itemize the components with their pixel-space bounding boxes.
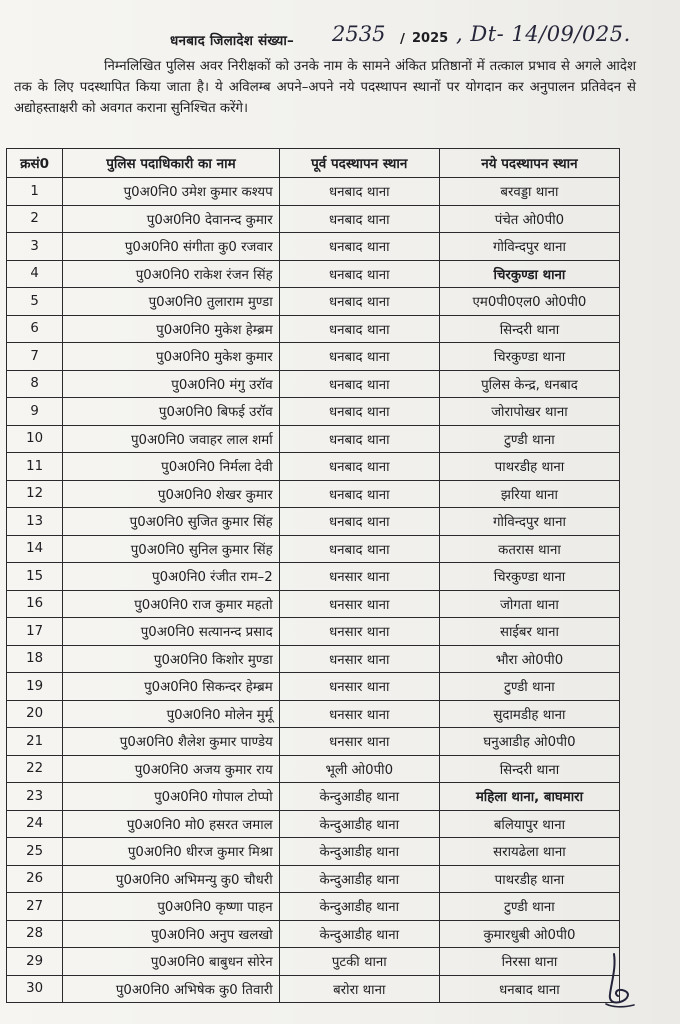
previous-posting-cell: धनबाद थाना — [279, 398, 439, 426]
table-row — [7, 838, 620, 866]
previous-posting-cell: धनसार थाना — [279, 590, 439, 618]
table-row — [7, 398, 620, 426]
serial-cell: 3 — [7, 233, 63, 261]
table-row — [7, 343, 620, 371]
new-posting-cell: टुण्डी थाना — [439, 425, 619, 453]
previous-posting-cell: धनबाद थाना — [279, 233, 439, 261]
previous-posting-cell: भूली ओ0पी0 — [279, 755, 439, 783]
order-heading — [0, 22, 680, 56]
table-row — [7, 233, 620, 261]
new-posting-cell: कुमारधुबी ओ0पी0 — [439, 920, 619, 948]
serial-cell: 16 — [7, 590, 63, 618]
new-posting-cell: भौरा ओ0पी0 — [439, 645, 619, 673]
previous-posting-cell: धनबाद थाना — [279, 425, 439, 453]
serial-cell: 17 — [7, 618, 63, 646]
table-row — [7, 370, 620, 398]
officer-name-cell: पु0अ0नि0 मुकेश कुमार — [63, 343, 279, 371]
officer-name-cell: पु0अ0नि0 धीरज कुमार मिश्रा — [63, 838, 279, 866]
new-posting-cell: घनुआडीह ओ0पी0 — [439, 728, 619, 756]
new-posting-cell: बलियापुर थाना — [439, 810, 619, 838]
new-posting-cell: पंचेत ओ0पी0 — [439, 205, 619, 233]
table-row — [7, 728, 620, 756]
officer-name-cell: पु0अ0नि0 बाबुधन सोरेन — [63, 948, 279, 976]
table-row — [7, 508, 620, 536]
officer-name-cell: पु0अ0नि0 निर्मला देवी — [63, 453, 279, 481]
table-row — [7, 645, 620, 673]
officer-name-cell: पु0अ0नि0 देवानन्द कुमार — [63, 205, 279, 233]
officer-name-cell: पु0अ0नि0 राज कुमार महतो — [63, 590, 279, 618]
previous-posting-cell: धनबाद थाना — [279, 343, 439, 371]
previous-posting-cell: धनसार थाना — [279, 618, 439, 646]
table-row — [7, 260, 620, 288]
table-row — [7, 783, 620, 811]
new-posting-cell: सिन्दरी थाना — [439, 755, 619, 783]
officer-name-cell: पु0अ0नि0 शैलेश कुमार पाण्डेय — [63, 728, 279, 756]
new-posting-cell: टुण्डी थाना — [439, 673, 619, 701]
officer-name-cell: पु0अ0नि0 अनुप खलखो — [63, 920, 279, 948]
previous-posting-cell: धनबाद थाना — [279, 260, 439, 288]
previous-posting-cell: धनसार थाना — [279, 673, 439, 701]
new-posting-cell: कतरास थाना — [439, 535, 619, 563]
serial-cell: 10 — [7, 425, 63, 453]
table-row — [7, 205, 620, 233]
previous-posting-cell: धनसार थाना — [279, 563, 439, 591]
officer-name-cell: पु0अ0नि0 कृष्णा पाहन — [63, 893, 279, 921]
previous-posting-cell: धनबाद थाना — [279, 178, 439, 206]
order-label: धनबाद जिलादेश संख्या– — [170, 33, 294, 49]
serial-cell: 19 — [7, 673, 63, 701]
previous-posting-cell: केन्दुआडीह थाना — [279, 920, 439, 948]
serial-cell: 12 — [7, 480, 63, 508]
new-posting-cell: गोविन्दपुर थाना — [439, 233, 619, 261]
serial-cell: 7 — [7, 343, 63, 371]
new-posting-cell: चिरकुण्डा थाना — [439, 563, 619, 591]
new-posting-cell: पुलिस केन्द्र, धनबाद — [439, 370, 619, 398]
table-row — [7, 480, 620, 508]
officer-name-cell: पु0अ0नि0 मुकेश हेम्ब्रम — [63, 315, 279, 343]
previous-posting-cell: धनसार थाना — [279, 645, 439, 673]
table-row — [7, 618, 620, 646]
previous-posting-cell: केन्दुआडीह थाना — [279, 838, 439, 866]
previous-posting-cell: केन्दुआडीह थाना — [279, 810, 439, 838]
serial-cell: 22 — [7, 755, 63, 783]
table-row — [7, 755, 620, 783]
table-row — [7, 920, 620, 948]
previous-posting-cell: बरोरा थाना — [279, 975, 439, 1003]
new-posting-cell: बरवड्डा थाना — [439, 178, 619, 206]
new-posting-cell: पाथरडीह थाना — [439, 865, 619, 893]
serial-cell: 13 — [7, 508, 63, 536]
serial-cell: 18 — [7, 645, 63, 673]
officer-name-cell: पु0अ0नि0 रंजीत राम–2 — [63, 563, 279, 591]
previous-posting-cell: धनसार थाना — [279, 728, 439, 756]
officer-name-cell: पु0अ0नि0 उमेश कुमार कश्यप — [63, 178, 279, 206]
new-posting-cell: सरायढेला थाना — [439, 838, 619, 866]
table-row — [7, 700, 620, 728]
table-row — [7, 975, 620, 1003]
new-posting-cell: साईबर थाना — [439, 618, 619, 646]
new-posting-cell: धनबाद थाना — [439, 975, 619, 1003]
officer-name-cell: पु0अ0नि0 शेखर कुमार — [63, 480, 279, 508]
serial-cell: 4 — [7, 260, 63, 288]
serial-cell: 11 — [7, 453, 63, 481]
officer-name-cell: पु0अ0नि0 अभिषेक कु0 तिवारी — [63, 975, 279, 1003]
table-row — [7, 563, 620, 591]
order-year: 2025 — [412, 31, 449, 46]
table-row — [7, 288, 620, 316]
serial-cell: 1 — [7, 178, 63, 206]
new-posting-cell: एम0पी0एल0 ओ0पी0 — [439, 288, 619, 316]
officer-name-cell: पु0अ0नि0 तुलाराम मुण्डा — [63, 288, 279, 316]
handwritten-order-number: 2535 — [332, 22, 386, 46]
new-posting-cell: महिला थाना, बाघमारा — [439, 783, 619, 811]
header-serial: क्रसं0 — [7, 149, 63, 178]
serial-cell: 5 — [7, 288, 63, 316]
previous-posting-cell: पुटकी थाना — [279, 948, 439, 976]
serial-cell: 27 — [7, 893, 63, 921]
header-officer-name: पुलिस पदाधिकारी का नाम — [63, 149, 279, 178]
serial-cell: 24 — [7, 810, 63, 838]
new-posting-cell: टुण्डी थाना — [439, 893, 619, 921]
previous-posting-cell: केन्दुआडीह थाना — [279, 893, 439, 921]
serial-cell: 14 — [7, 535, 63, 563]
officer-name-cell: पु0अ0नि0 मो0 हसरत जमाल — [63, 810, 279, 838]
officer-name-cell: पु0अ0नि0 अभिमन्यु कु0 चौधरी — [63, 865, 279, 893]
officer-name-cell: पु0अ0नि0 बिफई उरॉव — [63, 398, 279, 426]
signature-mark — [600, 950, 640, 1010]
previous-posting-cell: धनबाद थाना — [279, 205, 439, 233]
serial-cell: 30 — [7, 975, 63, 1003]
new-posting-cell: जोरापोखर थाना — [439, 398, 619, 426]
new-posting-cell: जोगता थाना — [439, 590, 619, 618]
serial-cell: 2 — [7, 205, 63, 233]
officer-name-cell: पु0अ0नि0 सत्यानन्द प्रसाद — [63, 618, 279, 646]
serial-cell: 28 — [7, 920, 63, 948]
table-row — [7, 810, 620, 838]
new-posting-cell: गोविन्दपुर थाना — [439, 508, 619, 536]
table-row — [7, 453, 620, 481]
serial-cell: 25 — [7, 838, 63, 866]
previous-posting-cell: धनबाद थाना — [279, 288, 439, 316]
table-row — [7, 178, 620, 206]
table-row — [7, 893, 620, 921]
previous-posting-cell: केन्दुआडीह थाना — [279, 783, 439, 811]
new-posting-cell: चिरकुण्डा थाना — [439, 343, 619, 371]
previous-posting-cell: धनबाद थाना — [279, 480, 439, 508]
officer-name-cell: पु0अ0नि0 किशोर मुण्डा — [63, 645, 279, 673]
officer-name-cell: पु0अ0नि0 गोपाल टोप्पो — [63, 783, 279, 811]
table-row — [7, 948, 620, 976]
officer-name-cell: पु0अ0नि0 सिकन्दर हेम्ब्रम — [63, 673, 279, 701]
header-previous-posting: पूर्व पदस्थापन स्थान — [279, 149, 439, 178]
serial-cell: 9 — [7, 398, 63, 426]
officer-name-cell: पु0अ0नि0 मोलेन मुर्मू — [63, 700, 279, 728]
officer-name-cell: पु0अ0नि0 जवाहर लाल शर्मा — [63, 425, 279, 453]
table-header-row — [7, 149, 620, 178]
serial-cell: 20 — [7, 700, 63, 728]
serial-cell: 8 — [7, 370, 63, 398]
new-posting-cell: पाथरडीह थाना — [439, 453, 619, 481]
new-posting-cell: सिन्दरी थाना — [439, 315, 619, 343]
officer-name-cell: पु0अ0नि0 संगीता कु0 रजवार — [63, 233, 279, 261]
serial-cell: 26 — [7, 865, 63, 893]
officer-name-cell: पु0अ0नि0 अजय कुमार राय — [63, 755, 279, 783]
previous-posting-cell: धनबाद थाना — [279, 535, 439, 563]
table-row — [7, 590, 620, 618]
serial-cell: 21 — [7, 728, 63, 756]
new-posting-cell: सुदामडीह थाना — [439, 700, 619, 728]
officer-name-cell: पु0अ0नि0 सुनिल कुमार सिंह — [63, 535, 279, 563]
serial-cell: 15 — [7, 563, 63, 591]
new-posting-cell: झरिया थाना — [439, 480, 619, 508]
previous-posting-cell: धनबाद थाना — [279, 370, 439, 398]
new-posting-cell: निरसा थाना — [439, 948, 619, 976]
handwritten-date: , Dt- 14/09/025. — [456, 22, 631, 46]
previous-posting-cell: धनबाद थाना — [279, 453, 439, 481]
table-row — [7, 673, 620, 701]
table-row — [7, 865, 620, 893]
serial-cell: 6 — [7, 315, 63, 343]
serial-cell: 29 — [7, 948, 63, 976]
officer-name-cell: पु0अ0नि0 सुजित कुमार सिंह — [63, 508, 279, 536]
previous-posting-cell: धनबाद थाना — [279, 508, 439, 536]
serial-cell: 23 — [7, 783, 63, 811]
officer-name-cell: पु0अ0नि0 राकेश रंजन सिंह — [63, 260, 279, 288]
heading-slash: / — [400, 31, 405, 47]
previous-posting-cell: केन्दुआडीह थाना — [279, 865, 439, 893]
previous-posting-cell: धनबाद थाना — [279, 315, 439, 343]
new-posting-cell: चिरकुण्डा थाना — [439, 260, 619, 288]
table-row — [7, 535, 620, 563]
table-row — [7, 315, 620, 343]
intro-paragraph: निम्नलिखित पुलिस अवर निरीक्षकों को उनके नाम के सामने अंकित प्रतिष्ठानों में तत्काल प्रभाव से अगले आदेश तक के लिए पदस्थापित किया जाता है। ये अविलम्ब अपने–अपने नये पदस्थापन स्थानों पर योगदान कर अनुपालन प्रतिवेदन से अद्योहस्ताक्षरी को अवगत कराना सुनिश्चित करेंगे। — [14, 59, 636, 116]
previous-posting-cell: धनसार थाना — [279, 700, 439, 728]
header-new-posting: नये पदस्थापन स्थान — [439, 149, 619, 178]
officer-name-cell: पु0अ0नि0 मंगु उरॉव — [63, 370, 279, 398]
table-row — [7, 425, 620, 453]
posting-table — [6, 148, 620, 1003]
